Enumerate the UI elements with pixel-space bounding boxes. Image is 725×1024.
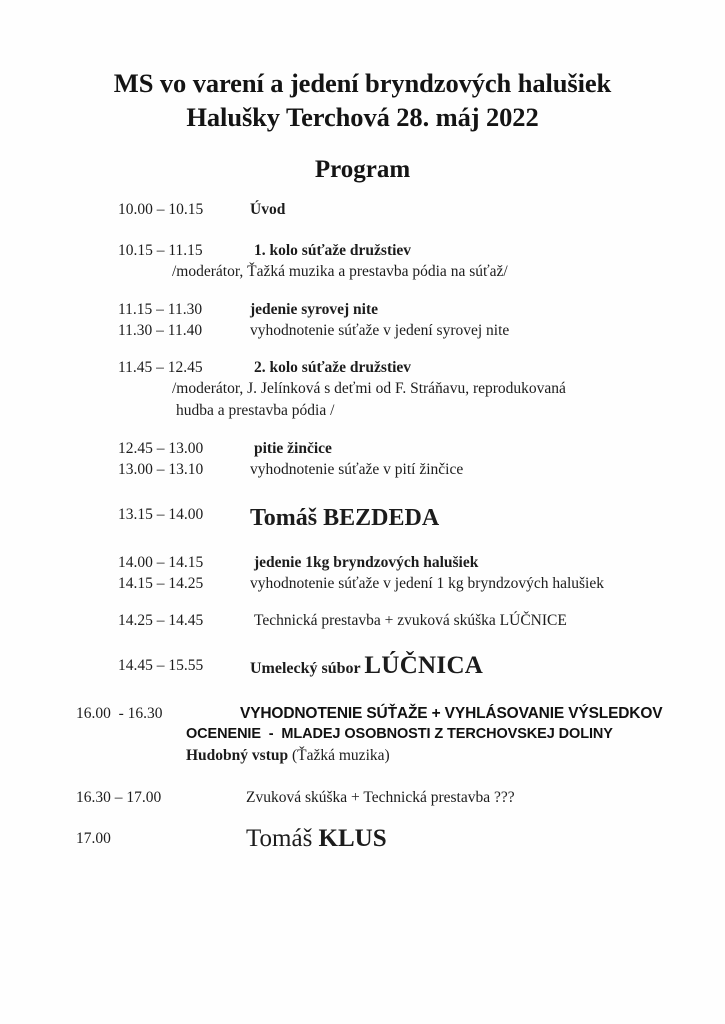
performer-lastname: KLUS [318,825,387,852]
entry-note: /moderátor, J. Jelínková s deťmi od F. Stráňavu, reprodukovaná [172,380,566,397]
program-row [0,504,725,532]
spacer [0,220,725,240]
program-list [0,199,725,852]
entry-description: jedenie syrovej nite [250,301,378,318]
entry-time: 13.15 – 14.00 [118,506,204,523]
entry-description: Zvuková skúška + Technická prestavba ??? [246,789,515,806]
program-row [0,787,725,808]
music-label: Hudobný vstup [186,747,289,764]
program-row [0,438,725,459]
program-row [0,610,725,631]
title-line-2: Halušky Terchová 28. máj 2022 [186,102,539,132]
entry-description: Úvod [250,201,286,218]
entry-description: vyhodnotenie súťaže v pití žinčice [250,461,464,478]
entry-description: Technická prestavba + zvuková skúška LÚČNICE [254,612,567,629]
announcement-line-1: VYHODNOTENIE SÚŤAŽE + VYHLÁSOVANIE VÝSLEDKOV [240,705,663,722]
title-line-1: MS vo varení a jedení bryndzových halušiek [113,68,612,98]
spacer [0,679,725,703]
entry-time: 11.45 – 12.45 [118,359,203,376]
entry-note: /moderátor, Ťažká muzika a prestavba pódia na súťaž/ [172,263,508,280]
music-detail: (Ťažká muzika) [288,747,390,764]
program-row [0,652,725,679]
program-row [0,573,725,594]
announcement-line-2: OCENENIE - MLADEJ OSOBNOSTI Z TERCHOVSKEJ DOLINY [186,726,613,742]
spacer [0,341,725,357]
entry-time: 17.00 [76,830,111,847]
entry-time: 14.00 – 14.15 [118,554,204,571]
entry-description: jedenie 1kg bryndzových halušiek [254,554,479,571]
entry-description [240,825,725,852]
entry-description: vyhodnotenie súťaže v jedení 1 kg bryndzových halušiek [250,575,604,592]
entry-time: 10.00 – 10.15 [118,201,204,218]
spacer [0,631,725,655]
entry-time: 14.25 – 14.45 [118,612,204,629]
program-row [0,240,725,261]
announcement-music [0,745,725,767]
entry-time: 13.00 – 13.10 [118,461,204,478]
spacer [0,480,725,504]
entry-time: 16.30 – 17.00 [76,789,162,806]
program-row [0,320,725,341]
program-row [0,357,725,378]
entry-time: 14.45 – 15.55 [118,657,204,674]
entry-description: 1. kolo súťaže družstiev [254,242,412,259]
entry-time: 12.45 – 13.00 [118,440,204,457]
spacer [0,594,725,610]
spacer [0,767,725,787]
program-row [0,703,725,724]
program-row [0,199,725,220]
program-row [0,825,725,852]
entry-description: vyhodnotenie súťaže v jedení syrovej nite [250,322,510,339]
entry-time: 11.30 – 11.40 [118,322,203,339]
entry-description: Tomáš BEZDEDA [250,505,440,531]
entry-time: 14.15 – 14.25 [118,575,204,592]
entry-description [240,703,725,724]
program-row [0,299,725,320]
entry-time: 11.15 – 11.30 [118,301,203,318]
entry-description: pitie žinčice [254,440,332,457]
entry-note: hudba a prestavba pódia / [176,402,335,419]
spacer [0,422,725,438]
entry-time: 10.15 – 11.15 [118,242,203,259]
entry-time: 16.00 - 16.30 [76,705,163,722]
document-title [0,66,725,134]
ensemble-label: Umelecký súbor [250,660,365,677]
entry-description [240,652,725,679]
program-row [0,459,725,480]
spacer [0,283,725,299]
program-row [0,552,725,573]
ensemble-name: LÚČNICA [364,652,484,679]
performer-firstname: Tomáš [246,825,319,852]
entry-description: 2. kolo súťaže družstiev [254,359,412,376]
program-heading: Program [314,156,411,183]
spacer [0,532,725,552]
